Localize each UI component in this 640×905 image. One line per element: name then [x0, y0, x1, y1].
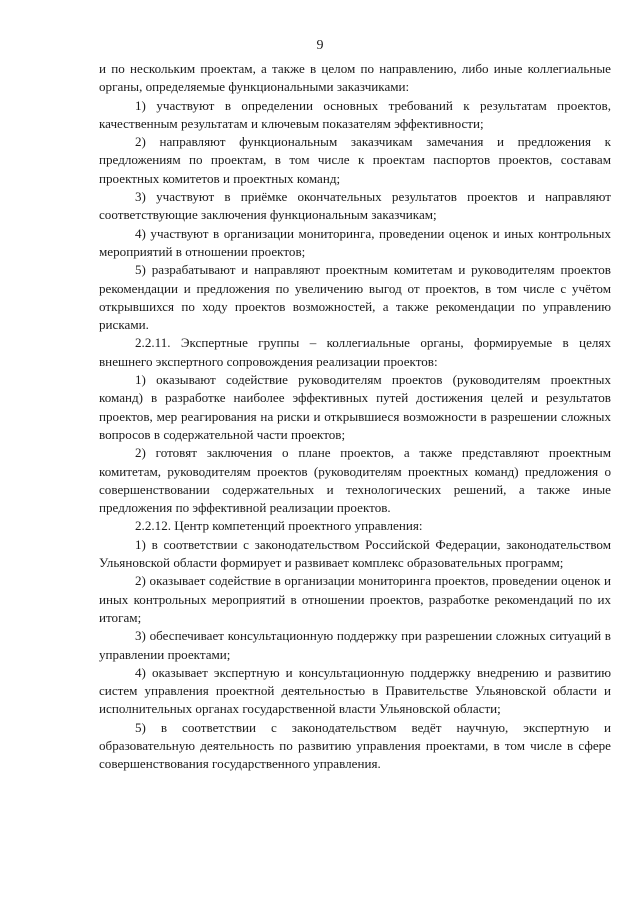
paragraph-section-2-2-12-item-5: 5) в соответствии с законодательством ведёт научную, экспертную и образовательную деятельность по развитию управления проектами, в том числе в сфере совершенствования государственного управления. — [99, 719, 611, 772]
page-number: 9 — [316, 38, 324, 53]
paragraph-item-2: 2) направляют функциональным заказчикам замечания и предложения к предложениям по проектам, в том числе к проектам паспортов проектов, составам проектных комитетов и проектных команд; — [99, 134, 611, 186]
paragraph-intro-continuation: и по нескольким проектам, а также в целом по направлению, либо иные коллегиальные органы, определяемые функциональными заказчиками: — [99, 61, 611, 95]
paragraph-section-2-2-12-item-1: 1) в соответствии с законодательством Российской Федерации, законодательством Ульяновской области формирует и развивает комплекс образовательных программ; — [99, 536, 611, 571]
paragraph-section-2-2-12: 2.2.12. Центр компетенций проектного управления: — [135, 518, 423, 534]
paragraph-section-2-2-11: 2.2.11. Экспертные группы – коллегиальные органы, формируемые в целях внешнего экспертного сопровождения реализации проектов: — [99, 335, 611, 369]
paragraph-item-5: 5) разрабатывают и направляют проектным комитетам и руководителям проектов рекомендации и предложения по увеличению выгод от проектов, в том числе с учётом открывшихся по ходу проектов возможностей, а также рекомендации по управлению рисками. — [99, 262, 611, 333]
paragraph-section-2-2-12-item-2: 2) оказывает содействие в организации мониторинга проектов, проведении оценок и иных контрольных мероприятий в отношении проектов, разработке рекомендаций по их итогам; — [99, 573, 611, 625]
paragraph-item-1: 1) участвуют в определении основных требований к результатам проектов, качественным результатам и ключевым показателям эффективности; — [99, 97, 611, 131]
paragraph-section-2-2-11-item-1: 1) оказывают содействие руководителям проектов (руководителям проектных команд) в разработке наиболее эффективных путей достижения целей и результатов проектов, мер реагирования на риски и открывшиеся возможности в разрешении сложных вопросов в содержательной части проектов; — [99, 372, 611, 442]
paragraph-section-2-2-12-item-3: 3) обеспечивает консультационную поддержку при разрешении сложных ситуаций в управлении проектами; — [99, 628, 611, 662]
paragraph-section-2-2-11-item-2: 2) готовят заключения о плане проектов, а также представляют проектным комитетам, руководителям проектов (руководителям проектных команд) предложения о совершенствовании содержательных и технологических решений, а также иные предложения по эффективной реализации проектов. — [99, 445, 611, 516]
document-body — [99, 60, 611, 774]
paragraph-section-2-2-12-item-4: 4) оказывает экспертную и консультационную поддержку внедрению и развитию систем управления проектной деятельностью в Правительстве Ульяновской области и исполнительных органах государственной власти Ульяновской области; — [99, 664, 611, 717]
paragraph-item-4: 4) участвуют в организации мониторинга, проведении оценок и иных контрольных мероприятий в отношении проектов; — [99, 225, 611, 259]
paragraph-item-3: 3) участвуют в приёмке окончательных результатов проектов и направляют соответствующие заключения функциональным заказчикам; — [99, 189, 611, 223]
